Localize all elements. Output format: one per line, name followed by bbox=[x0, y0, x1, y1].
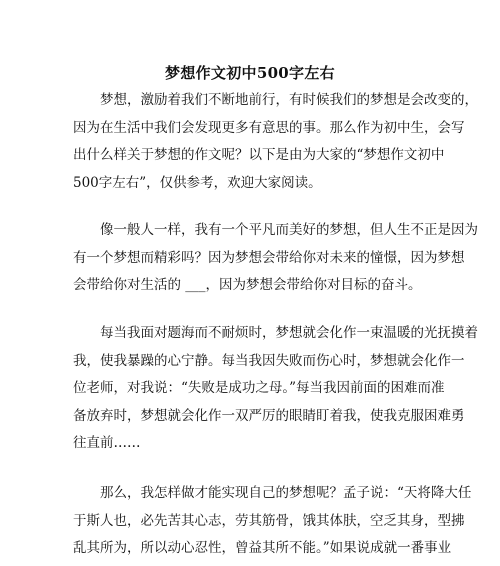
paragraph-line: 那么，我怎样做才能实现自己的梦想呢？孟子说：“天将降大任 bbox=[73, 485, 472, 501]
paragraph-line: 因为在生活中我们会发现更多有意思的事。那么作为初中生，会写 bbox=[73, 119, 465, 136]
paragraph-4 bbox=[73, 480, 472, 563]
paragraph-line: 位老师，对我说：“失败是成功之母。”每当我因前面的困难而准 bbox=[73, 380, 445, 396]
paragraph-line: 500字左右”，仅供参考，欢迎大家阅读。 bbox=[73, 174, 322, 191]
paragraph-3 bbox=[73, 320, 478, 458]
paragraph-line: 会带给你对生活的 ___，因为梦想会带给你对目标的奋斗。 bbox=[73, 277, 422, 293]
paragraph-line: 乱其所为，所以动心忍性，曾益其所不能。”如果说成就一番事业 bbox=[73, 540, 452, 556]
document-title: 梦想作文初中500字左右 bbox=[165, 64, 335, 82]
paragraph-line: 梦想，激励着我们不断地前行，有时候我们的梦想是会改变的， bbox=[73, 92, 478, 108]
paragraph-line: 我，使我暴躁的心宁静。每当我因失败而伤心时，梦想就会化作一 bbox=[73, 352, 465, 369]
paragraph-2 bbox=[73, 217, 478, 300]
paragraph-line: 像一般人一样，我有一个平凡而美好的梦想，但人生不正是因为 bbox=[73, 222, 478, 238]
paragraph-line: 往直前…… bbox=[73, 435, 141, 451]
paragraph-line: 出什么样关于梦想的作文呢？以下是由为大家的“梦想作文初中 bbox=[73, 147, 445, 163]
paragraph-line: 有一个梦想而精彩吗？因为梦想会带给你对未来的憧憬，因为梦想 bbox=[73, 249, 465, 266]
paragraph-1 bbox=[73, 87, 478, 197]
paragraph-line: 备放弃时，梦想就会化作一双严厉的眼睛盯着我，使我克服困难勇 bbox=[73, 407, 465, 424]
paragraph-line: 于斯人也，必先苦其心志，劳其筋骨，饿其体肤，空乏其身，型拂 bbox=[73, 512, 465, 529]
paragraph-line: 每当我面对题海而不耐烦时，梦想就会化作一束温暖的光抚摸着 bbox=[73, 325, 478, 341]
